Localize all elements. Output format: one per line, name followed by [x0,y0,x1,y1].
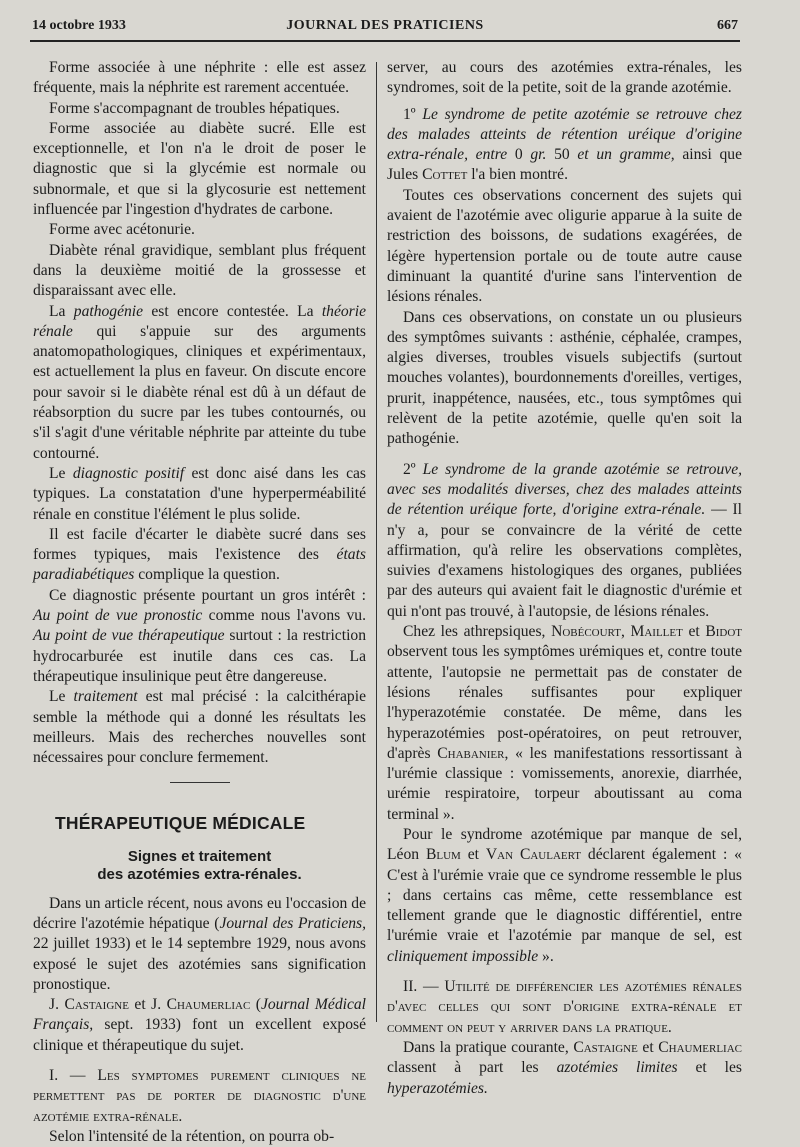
header-page-number: 667 [717,18,738,33]
paragraph: 1º Le syndrome de petite azotémie se retrouve chez des malades atteints de rétention uréique d'origine extra-rénale, entre 0 gr. 50 et un gramme, ainsi que Jules Cottet l'a bien montré. [387,105,743,184]
paragraph: Dans la pratique courante, Castaigne et Chaumerliac classent à part les azotémies limites et les hyperazotémies. [387,1038,743,1097]
article-title: Signes et traitement des azotémies extra-rénales. [97,847,302,883]
paragraph: Chez les athrepsiques, Nobécourt, Maillet et Bidot observent tous les symptômes urémiques et, contre toute attente, l'autopsie ne permettait pas de constater de lésions rénales suffisantes pour expliquer l'hyperazotémie constatée. De même, dans les hyperazotémies post-opératoires, on peut retrouver, d'après Chabanier, « les manifestations ressortissant à l'urémie classique : vomissements, anorexie, diarrhée, urémie respiratoire, torpeur aboutissant au coma terminal ». [387,623,743,823]
paragraph: Dans ces observations, on constate un ou plusieurs des symptômes suivants : asthénie, céphalée, crampes, algies diverses, troubles visuels subjectifs (surtout mouches volantes), bourdonnements d'oreilles, vertiges, prurit, inappétence, nausées, etc., tous symptômes qui relèvent de la petite azotémie, quelle qu'en soit la pathogénie. [387,308,742,448]
paragraph: Forme associée au diabète sucré. Elle est exceptionnelle, et l'on n'a le droit de poser le diagnostic que si la glycémie est normale ou subnormale, et que si la glycosurie est nettement influencée par l'ingestion d'hydrates de carbone. [33,119,366,219]
section-title: THÉRAPEUTIQUE MÉDICALE [55,813,306,834]
paragraph: Pour le syndrome azotémique par manque de sel, Léon Blum et Van Caulaert déclarent également : « C'est à l'urémie vraie que ce syndrome ressemble le plus ; dans certains cas même, cette ressemblance est tellement grande que le diagnostic différentiel, entre l'urémie vraie et l'azotémie par manque de sel, est cliniquement impossible ». [387,825,742,965]
page-header [32,18,738,40]
header-journal-title: JOURNAL DES PRATICIENS [286,18,484,33]
right-column [387,58,742,1099]
paragraph: Toutes ces observations concernent des sujets qui avaient de l'azotémie avec oligurie apparue à la suite de restriction des boissons, de sudations exagérées, de légère hypertension portale ou de toute autre cause diminuant la quantité d'urine sans l'intervention de lésions rénales. [387,186,742,306]
paragraph: La pathogénie est encore contestée. La théorie rénale qui s'appuie sur des arguments anatomopathologiques, cliniques et expérimentaux, est actuellement la plus en faveur. On discute encore pour savoir si le diabète rénal est dû à un défaut de réabsorption du sucre par les tubes contournés, ou s'il s'agit d'une véritable néphrite par atteinte du tube contourné. [33,302,366,462]
header-rule [30,40,740,42]
paragraph: Dans un article récent, nous avons eu l'occasion de décrire l'azotémie hépatique (Journal des Praticiens, 22 juillet 1933) et le 14 septembre 1929, nous avons exposé le sujet des azotémies sans signification pronostique. [33,894,367,993]
paragraph: Le diagnostic positif est donc aisé dans les cas typiques. La constatation d'une hyperperméabilité rénale en constitue l'élément le plus solide. [33,464,366,523]
paragraph: J. Castaigne et J. Chaumerliac (Journal Médical Français, sept. 1933) font un excellent exposé clinique et thérapeutique du sujet. [33,996,367,1054]
paragraph: Il est facile d'écarter le diabète sucré dans ses formes typiques, mais l'existence des états paradiabétiques complique la question. [33,525,366,584]
paragraph: server, au cours des azotémies extra-rénales, les syndromes, soit de la petite, soit de la grande azotémie. [387,59,742,97]
paragraph: 2º Le syndrome de la grande azotémie se retrouve, avec ses modalités diverses, chez des malades atteints de rétention uréique forte, d'origine extra-rénale. — Il n'y a, pour se convaincre de la vérité de cette affirmation, qu'à relire les observations complètes, suivies d'examens histologiques des organes, publiées par des auteurs qui avaient fait le diagnostic d'urémie et qui n'ont pas trouvé, à l'autopsie, de lésions rénales. [387,460,743,620]
column-divider [376,62,377,1022]
paragraph: Forme avec acétonurie. [49,221,195,239]
paragraph: Selon l'intensité de la rétention, on pourra ob- [49,1127,335,1145]
section-separator [170,782,230,783]
paragraph: Ce diagnostic présente pourtant un gros intérêt : Au point de vue pronostic comme nous l'avons vu. Au point de vue thérapeutique surtout : la restriction hydrocarburée est inutile dans ces cas. La thérapeutique insulinique peut être dangereuse. [33,586,366,685]
paragraph: Forme s'accompagnant de troubles hépatiques. [49,99,340,117]
left-column [33,58,366,1147]
paragraph: Le traitement est mal précisé : la calcithérapie semble la méthode qui a donné les résultats les meilleurs. Mais des recherches nouvelles sont nécessaires pour conclure fermement. [33,688,366,767]
subsection-heading: II. — Utilité de différencier les azotémies rénales d'avec celles qui sont d'origine extra-rénale et comment on peut y arriver dans la pratique. [387,978,742,1036]
paragraph: Forme associée à une néphrite : elle est assez fréquente, mais la néphrite est rarement accentuée. [33,59,366,97]
paragraph: Diabète rénal gravidique, semblant plus fréquent dans la deuxième moitié de la grossesse et disparaissant avec elle. [33,241,366,300]
header-date: 14 octobre 1933 [32,18,126,33]
subsection-heading: I. — Les symptomes purement cliniques ne permettent pas de porter de diagnostic d'une azotémie extra-rénale. [33,1067,366,1125]
